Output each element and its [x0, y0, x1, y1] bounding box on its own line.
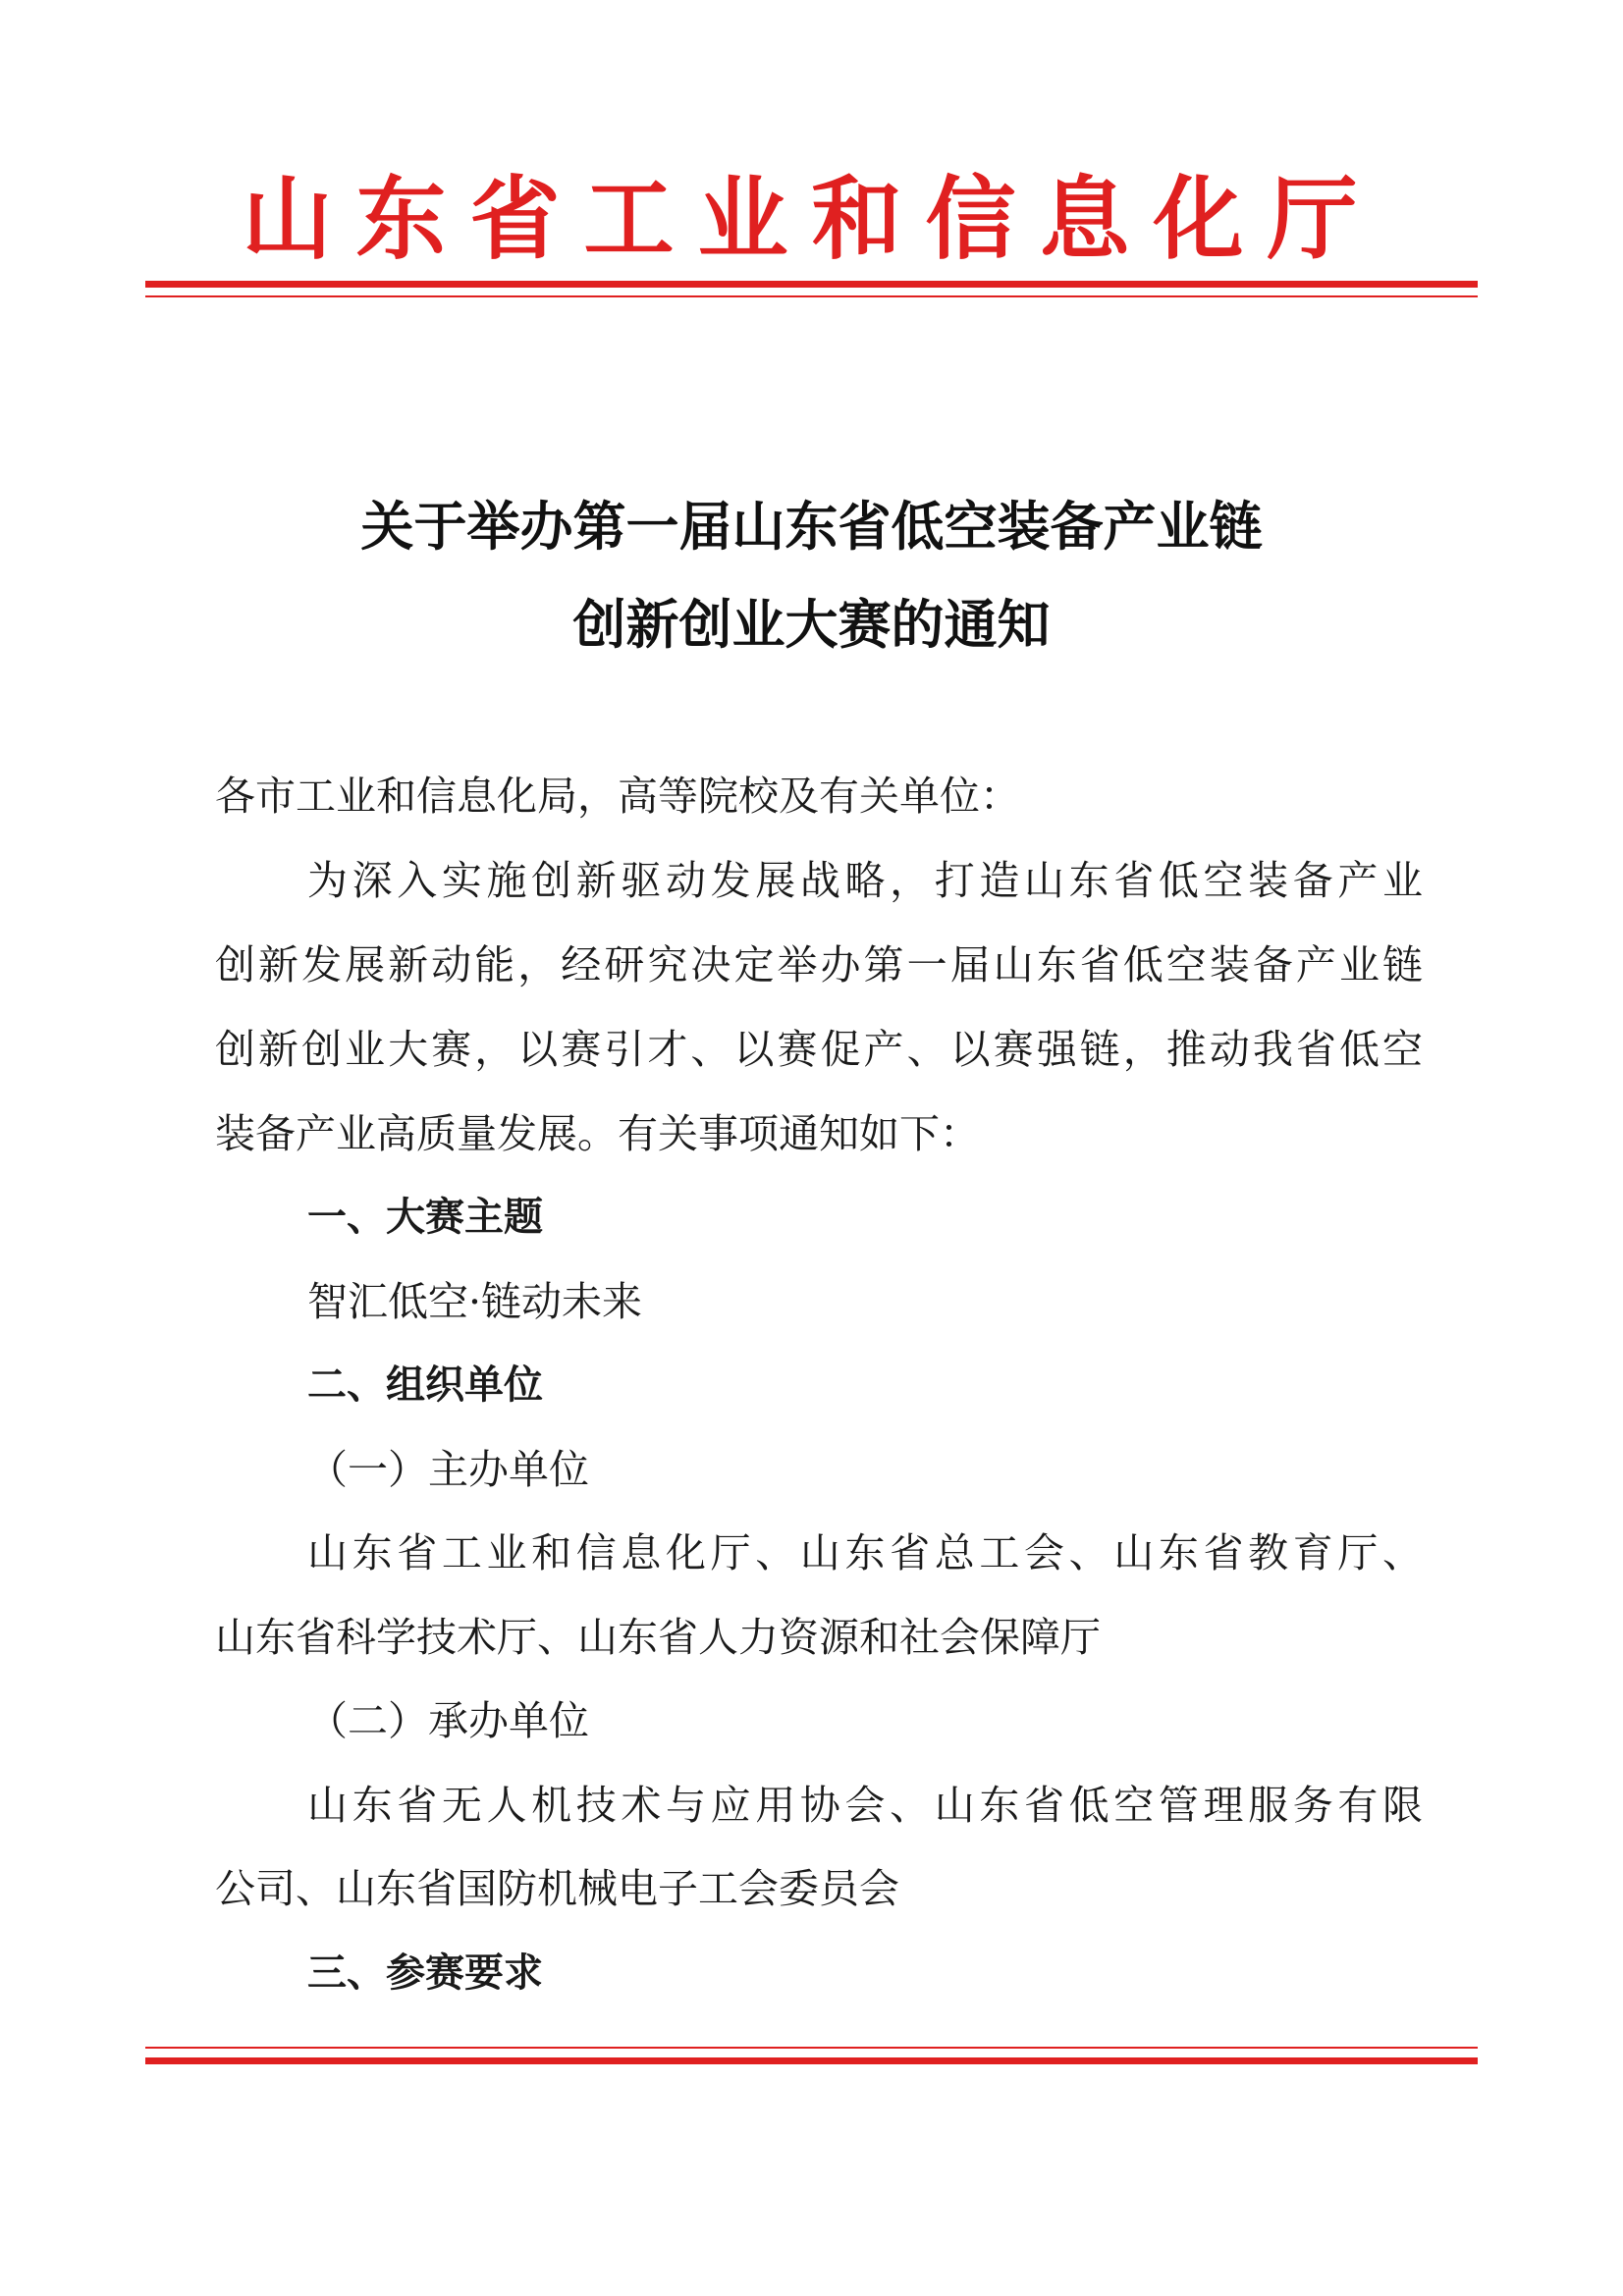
- intro-line-1: 为深入实施创新驱动发展战略，打造山东省低空装备产业: [307, 857, 1423, 904]
- document-title-line-1: 关于举办第一届山东省低空装备产业链: [360, 495, 1263, 558]
- salutation: 各市工业和信息化局，高等院校及有关单位：: [215, 773, 1020, 820]
- intro-line-2: 创新发展新动能，经研究决定举办第一届山东省低空装备产业链: [215, 941, 1423, 988]
- letterhead-title: 山东省工业和信息化厅: [242, 166, 1381, 272]
- footer-rule-thick: [145, 2057, 1478, 2064]
- subsection-2-heading: （二）承办单位: [307, 1697, 589, 1744]
- section-2-heading: 二、组织单位: [307, 1362, 543, 1408]
- subsection-1-heading: （一）主办单位: [307, 1446, 589, 1493]
- subsection-2-line-2: 公司、山东省国防机械电子工会委员会: [215, 1865, 899, 1912]
- section-1-text: 智汇低空·链动未来: [307, 1278, 643, 1325]
- intro-line-4: 装备产业高质量发展。有关事项通知如下：: [215, 1110, 980, 1157]
- document-title-line-2: 创新创业大赛的通知: [572, 593, 1051, 656]
- section-1-heading: 一、大赛主题: [307, 1195, 543, 1240]
- letterhead-rule-thick: [145, 281, 1478, 288]
- subsection-2-line-1: 山东省无人机技术与应用协会、山东省低空管理服务有限: [307, 1782, 1423, 1829]
- subsection-1-line-2: 山东省科学技术厅、山东省人力资源和社会保障厅: [215, 1614, 1101, 1661]
- intro-line-3: 创新创业大赛，以赛引才、以赛促产、以赛强链，推动我省低空: [215, 1026, 1423, 1073]
- subsection-1-line-1: 山东省工业和信息化厅、山东省总工会、山东省教育厅、: [307, 1529, 1423, 1576]
- footer-rule-thin: [145, 2047, 1478, 2049]
- section-3-heading: 三、参赛要求: [307, 1950, 543, 1996]
- letterhead-rule-thin: [145, 295, 1478, 297]
